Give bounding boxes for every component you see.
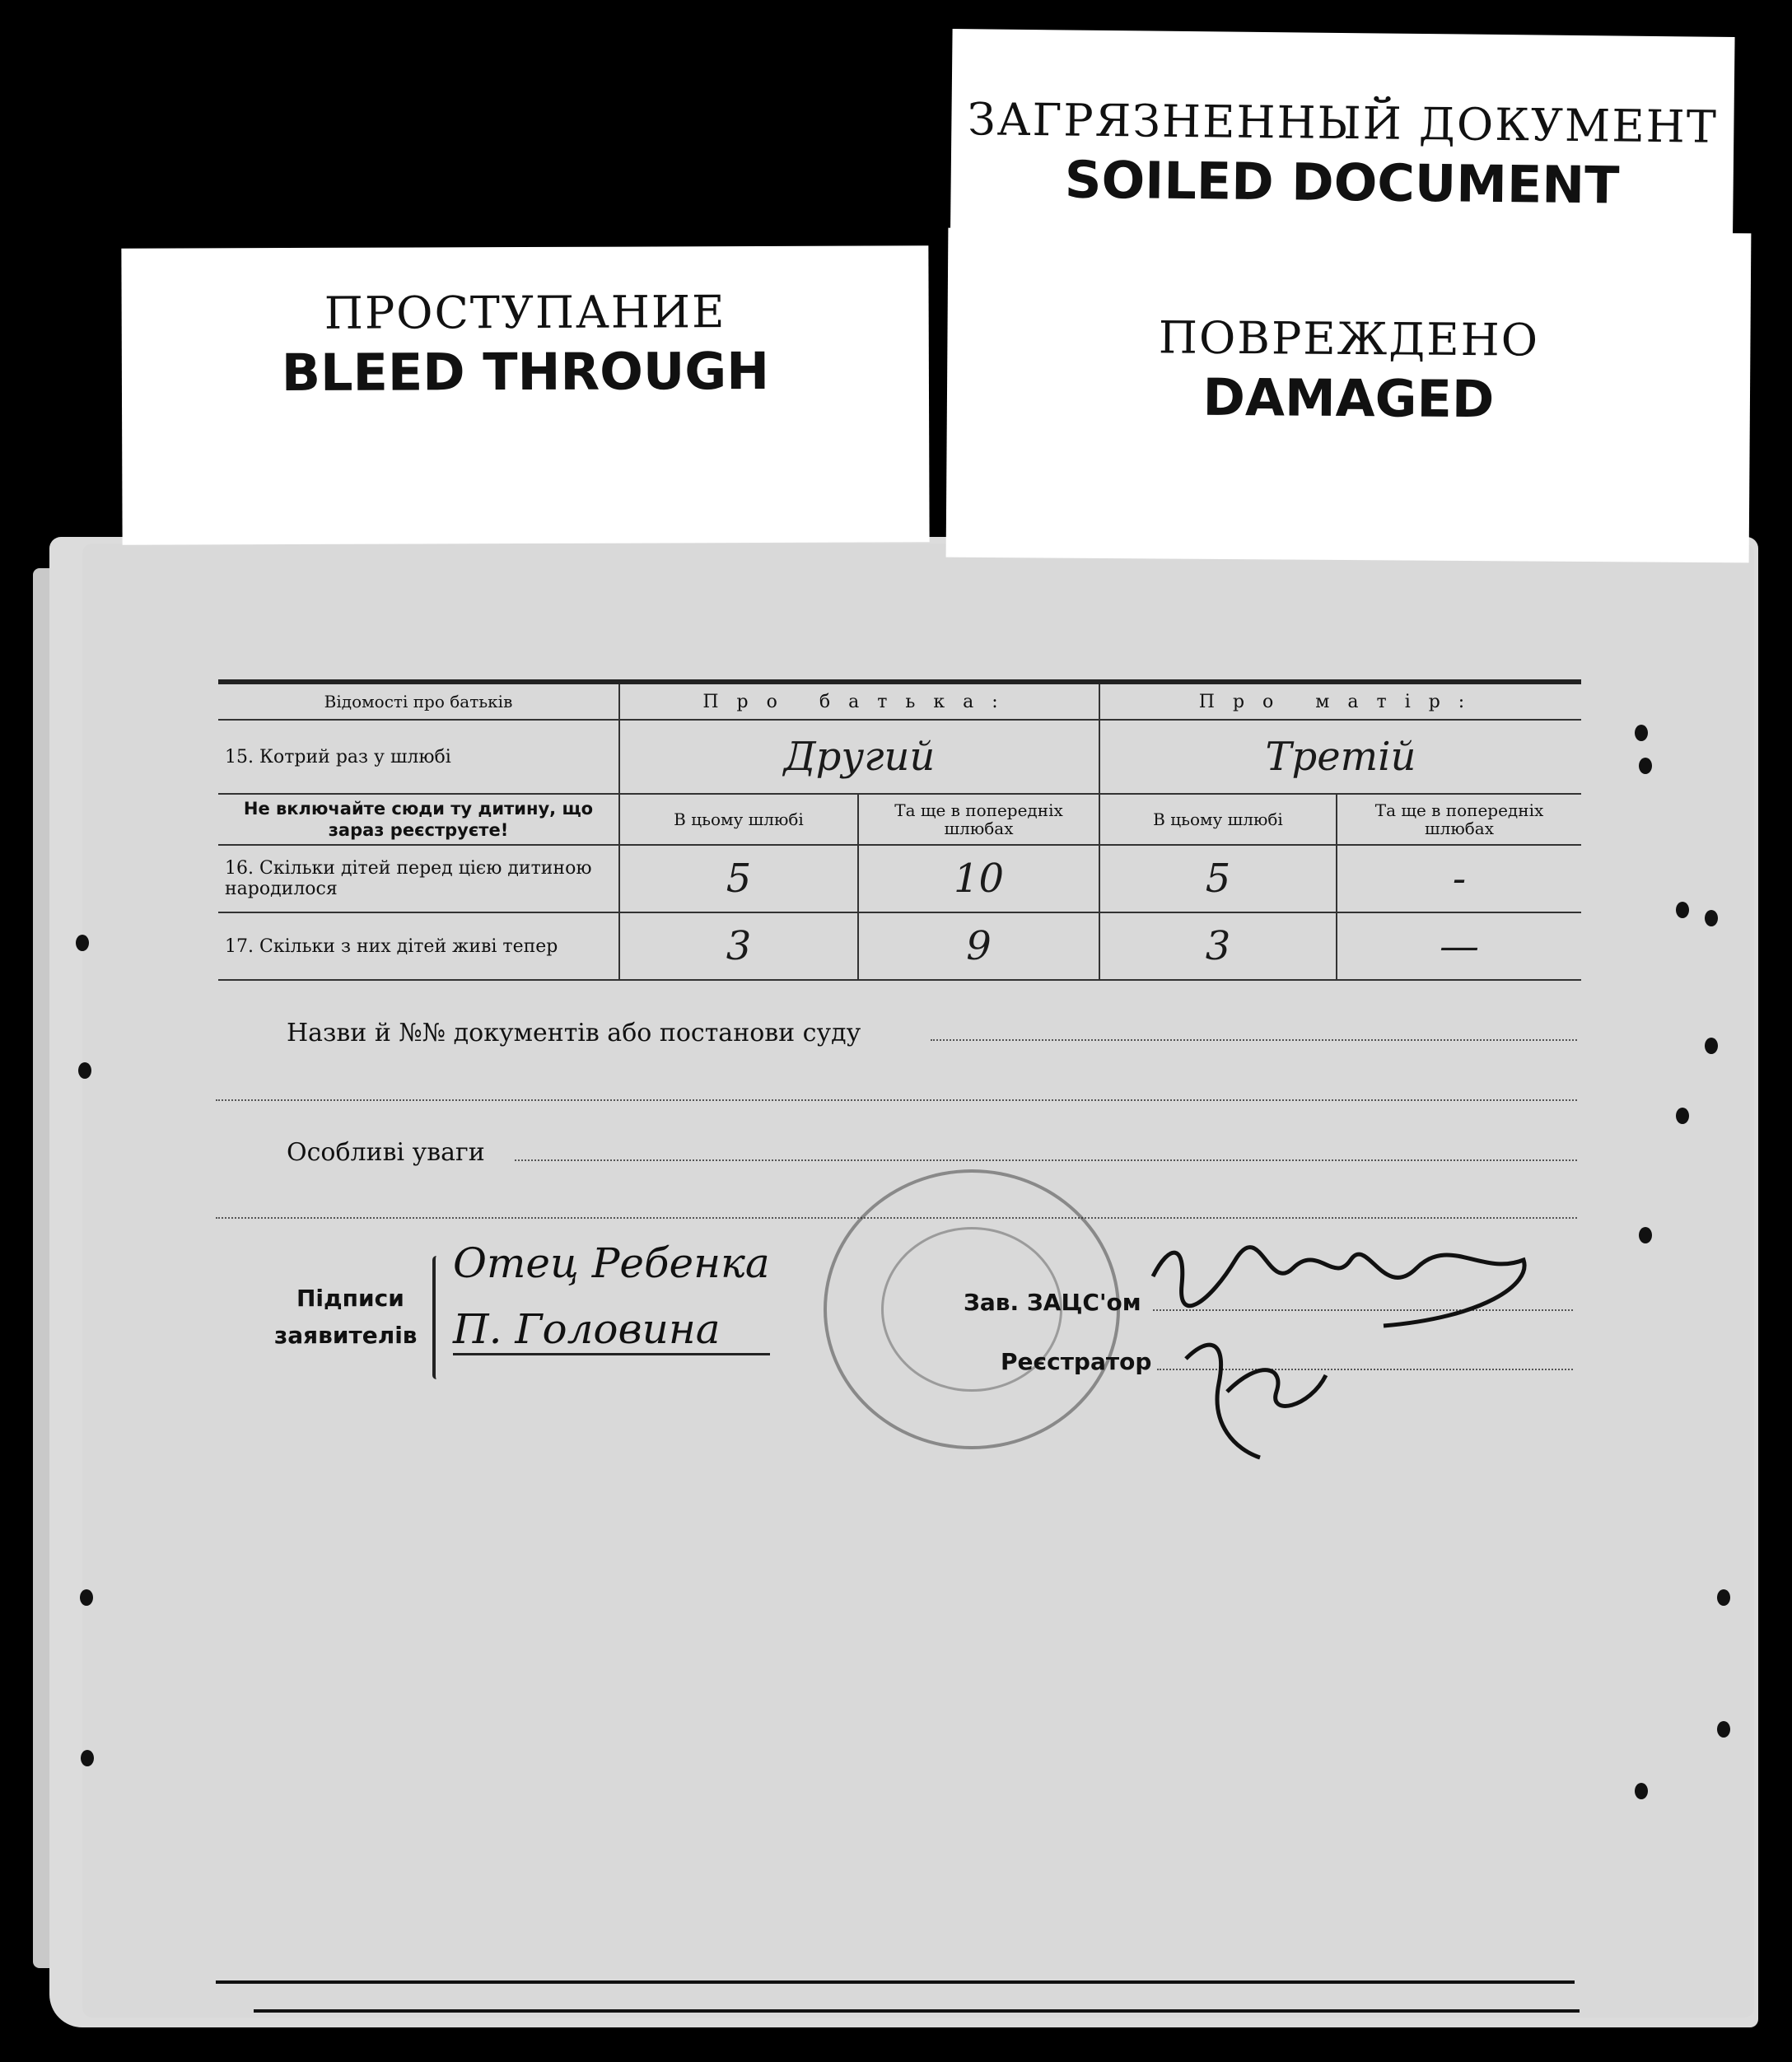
punch-hole <box>78 1062 91 1079</box>
row15-label: 15. Котрий раз у шлюбі <box>218 720 619 794</box>
signatures-brace <box>432 1256 441 1379</box>
bottom-rule-2 <box>254 2009 1580 2013</box>
punch-hole <box>1676 902 1689 918</box>
damaged-card <box>946 228 1752 563</box>
parents-info-table <box>218 679 1581 981</box>
punch-hole <box>76 935 89 951</box>
row16-father-prev: 10 <box>858 845 1099 912</box>
row17-father-this: 3 <box>619 912 858 980</box>
bleed-label-en: BLEED THROUGH <box>281 340 770 404</box>
exclude-child-note: Не включайте сюди ту дитину, що зараз реєструєте! <box>218 794 619 845</box>
header-father: Про батька: <box>619 682 1099 720</box>
registrar-label: Реєстратор <box>1001 1348 1152 1375</box>
soiled-label-en: SOILED DOCUMENT <box>1064 149 1620 216</box>
mother-this-marriage-header: В цьому шлюбі <box>1099 794 1337 845</box>
punch-hole <box>1717 1721 1730 1738</box>
special-notes-label: Особливі уваги <box>287 1138 485 1167</box>
row17-mother-prev: — <box>1337 912 1581 980</box>
punch-hole <box>1639 758 1652 774</box>
row17-label: 17. Скільки з них дітей живі тепер <box>218 912 619 980</box>
mother-previous-marriages-header: Та ще в попередніх шлюбах <box>1337 794 1581 845</box>
bleed-label-ru: ПРОСТУПАНИЕ <box>324 286 726 339</box>
applicant-signature-1: Отец Ребенка <box>453 1239 770 1287</box>
documents-label: Назви й №№ документів або постанови суду <box>287 1019 861 1047</box>
bleed-through-card <box>121 245 929 544</box>
punch-hole <box>1705 910 1718 926</box>
special-notes-line-1 <box>515 1159 1577 1161</box>
registry-head-label: Зав. ЗАЦС'ом <box>964 1289 1141 1316</box>
row17-father-prev: 9 <box>858 912 1099 980</box>
row15-mother-value: Третій <box>1099 720 1581 794</box>
father-previous-marriages-header: Та ще в попередніх шлюбах <box>858 794 1099 845</box>
punch-hole <box>80 1589 93 1606</box>
applicant-signature-2: П. Головина <box>453 1305 770 1355</box>
father-this-marriage-header: В цьому шлюбі <box>619 794 858 845</box>
signatures-label-1: Підписи <box>296 1285 404 1312</box>
row16-mother-prev: - <box>1337 845 1581 912</box>
punch-hole <box>1639 1227 1652 1243</box>
documents-line-2 <box>216 1099 1577 1101</box>
punch-hole <box>1705 1038 1718 1054</box>
punch-hole <box>1635 1783 1648 1799</box>
punch-hole <box>1635 725 1648 741</box>
row16-label: 16. Скільки дітей перед цією дитиною народилося <box>218 845 619 912</box>
header-mother: Про матір: <box>1099 682 1581 720</box>
punch-hole <box>81 1750 94 1766</box>
damaged-label-ru: ПОВРЕЖДЕНО <box>1158 311 1540 366</box>
damaged-label-en: DAMAGED <box>1202 366 1495 430</box>
soiled-label-ru: ЗАГРЯЗНЕННЫЙ ДОКУМЕНТ <box>967 93 1719 153</box>
punch-hole <box>1717 1589 1730 1606</box>
documents-line-1 <box>931 1039 1577 1041</box>
row16-father-this: 5 <box>619 845 858 912</box>
bottom-rule-1 <box>216 1980 1575 1984</box>
signatures-label-2: заявителів <box>274 1322 418 1349</box>
row15-father-value: Другий <box>619 720 1099 794</box>
row17-mother-this: 3 <box>1099 912 1337 980</box>
header-parents-info: Відомості про батьків <box>218 682 619 720</box>
punch-hole <box>1676 1108 1689 1124</box>
row16-mother-this: 5 <box>1099 845 1337 912</box>
official-signatures-scrawl <box>1136 1227 1532 1466</box>
